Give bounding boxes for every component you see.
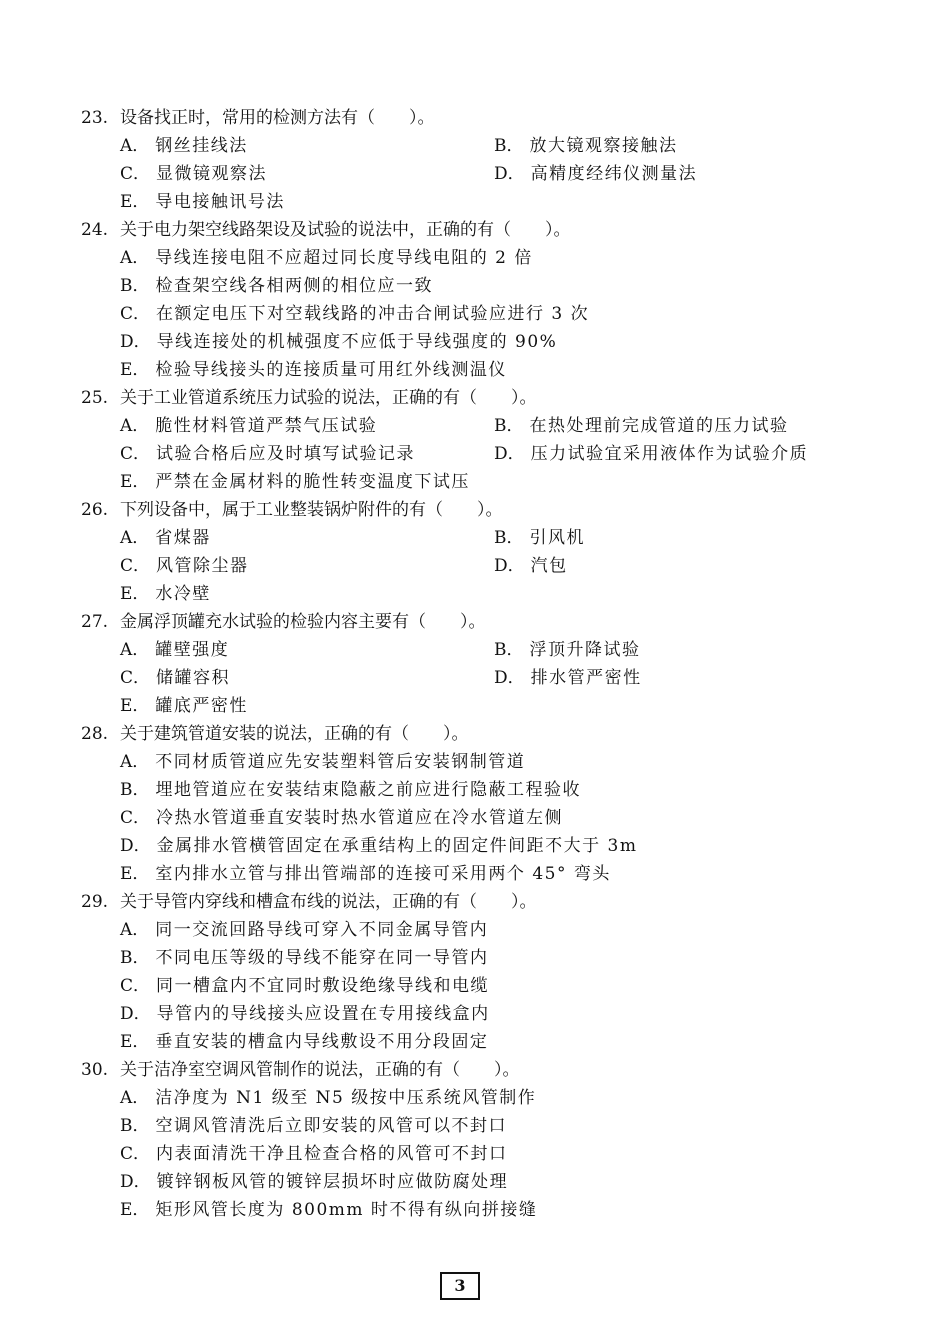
option-label: A． [120, 248, 150, 268]
option [120, 1112, 507, 1140]
option [494, 160, 697, 188]
question-text: 设备找正时，常用的检测方法有（ ）。 [120, 108, 435, 128]
option-label: D． [494, 164, 525, 184]
option-label: B． [120, 276, 150, 296]
option-text: 空调风管清洗后立即安装的风管可以不封口 [155, 1116, 507, 1136]
option-label: C． [120, 304, 151, 324]
option [120, 1196, 537, 1224]
option [494, 440, 808, 468]
option-text: 不同电压等级的导线不能穿在同一导管内 [155, 948, 489, 968]
option-row [0, 748, 950, 776]
option-row [0, 440, 950, 468]
option-text: 汽包 [530, 556, 568, 576]
option-label: D． [120, 332, 151, 352]
option-label: B． [494, 640, 524, 660]
option [120, 244, 533, 272]
option [120, 1140, 508, 1168]
option-label: C． [120, 668, 151, 688]
option-row [0, 664, 950, 692]
option-row [0, 132, 950, 160]
option-text: 省煤器 [155, 528, 211, 548]
option [120, 860, 611, 888]
option [120, 160, 267, 188]
question-number: 29. [81, 892, 109, 912]
option-label: E． [120, 1200, 150, 1220]
question-text: 关于导管内穿线和槽盒布线的说法，正确的有（ ）。 [120, 892, 537, 912]
option-text: 金属排水管横管固定在承重结构上的固定件间距不大于 3m [156, 836, 638, 856]
option-row [0, 328, 950, 356]
option-text: 高精度经纬仪测量法 [530, 164, 698, 184]
option [120, 944, 489, 972]
option [120, 412, 377, 440]
option-label: D． [494, 556, 525, 576]
option-row [0, 356, 950, 384]
option-text: 检验导线接头的连接质量可用红外线测温仪 [155, 360, 507, 380]
question-text: 关于电力架空线路架设及试验的说法中，正确的有（ ）。 [120, 220, 571, 240]
option [120, 272, 433, 300]
option-row [0, 300, 950, 328]
option-row [0, 468, 950, 496]
option-label: C． [120, 808, 151, 828]
question-text: 下列设备中，属于工业整装锅炉附件的有（ ）。 [120, 500, 503, 520]
option [120, 188, 285, 216]
option-row [0, 272, 950, 300]
option-label: E． [120, 864, 150, 884]
option-text: 放大镜观察接触法 [529, 136, 678, 156]
option [494, 552, 568, 580]
option-row [0, 1084, 950, 1112]
option-label: A． [120, 136, 150, 156]
question-number: 27. [81, 612, 109, 632]
option-label: A． [120, 640, 150, 660]
option [120, 692, 248, 720]
option-label: A． [120, 528, 150, 548]
option-label: B． [120, 948, 150, 968]
option [120, 300, 589, 328]
option-label: B． [494, 528, 524, 548]
option [120, 776, 581, 804]
option-row [0, 188, 950, 216]
option [120, 664, 230, 692]
page-number: 3 [440, 1272, 480, 1300]
option-text: 引风机 [529, 528, 585, 548]
option-text: 导线连接处的机械强度不应低于导线强度的 90% [156, 332, 558, 352]
option-text: 储罐容积 [156, 668, 231, 688]
option [494, 412, 789, 440]
option-row [0, 1196, 950, 1224]
option-row [0, 1112, 950, 1140]
question-stem [0, 104, 950, 132]
option-label: B． [494, 136, 524, 156]
question-number: 30. [81, 1060, 109, 1080]
option-row [0, 1000, 950, 1028]
option-row [0, 692, 950, 720]
option-label: E． [120, 584, 150, 604]
option-row [0, 860, 950, 888]
option-label: C． [120, 1144, 151, 1164]
option-label: A． [120, 920, 150, 940]
option-label: E． [120, 360, 150, 380]
option [120, 748, 525, 776]
option-row [0, 552, 950, 580]
option [120, 1028, 488, 1056]
question-stem [0, 1056, 950, 1084]
question-stem [0, 496, 950, 524]
option-text: 埋地管道应在安装结束隐蔽之前应进行隐蔽工程验收 [155, 780, 581, 800]
option-text: 洁净度为 N1 级至 N5 级按中压系统风管制作 [155, 1088, 537, 1108]
question-number: 24. [81, 220, 109, 240]
option [120, 1084, 536, 1112]
option-row [0, 1168, 950, 1196]
option-label: D． [120, 1004, 151, 1024]
question-text: 金属浮顶罐充水试验的检验内容主要有（ ）。 [120, 612, 486, 632]
option-text: 钢丝挂线法 [155, 136, 248, 156]
question-stem [0, 888, 950, 916]
option-label: D． [120, 836, 151, 856]
option-text: 在额定电压下对空载线路的冲击合闸试验应进行 3 次 [156, 304, 590, 324]
option-label: A． [120, 752, 150, 772]
option-label: C． [120, 976, 151, 996]
option [120, 468, 470, 496]
option-text: 同一交流回路导线可穿入不同金属导管内 [155, 920, 489, 940]
option-label: E． [120, 472, 150, 492]
option [120, 524, 211, 552]
option-row [0, 1140, 950, 1168]
option-text: 浮顶升降试验 [529, 640, 641, 660]
option-text: 试验合格后应及时填写试验记录 [156, 444, 416, 464]
option [120, 580, 211, 608]
option-row [0, 244, 950, 272]
option [494, 636, 641, 664]
option [120, 132, 248, 160]
option-row [0, 636, 950, 664]
option [120, 552, 249, 580]
option-label: C． [120, 164, 151, 184]
option-row [0, 832, 950, 860]
question-text: 关于工业管道系统压力试验的说法，正确的有（ ）。 [120, 388, 537, 408]
option-row [0, 1028, 950, 1056]
question-number: 26. [81, 500, 109, 520]
option [120, 1000, 490, 1028]
option-text: 风管除尘器 [156, 556, 249, 576]
option [120, 972, 489, 1000]
option-text: 室内排水立管与排出管端部的连接可采用两个 45° 弯头 [155, 864, 611, 884]
option-text: 同一槽盒内不宜同时敷设绝缘导线和电缆 [156, 976, 490, 996]
option-text: 显微镜观察法 [156, 164, 268, 184]
option-row [0, 524, 950, 552]
question-number: 23. [81, 108, 109, 128]
question-stem [0, 608, 950, 636]
option-text: 水冷壁 [155, 584, 211, 604]
option-row [0, 412, 950, 440]
option-label: A． [120, 1088, 150, 1108]
option-label: C． [120, 556, 151, 576]
option-row [0, 804, 950, 832]
question-number: 28. [81, 724, 109, 744]
option-label: D． [494, 668, 525, 688]
option-label: E． [120, 192, 150, 212]
option-text: 导管内的导线接头应设置在专用接线盒内 [156, 1004, 490, 1024]
option-text: 冷热水管道垂直安装时热水管道应在冷水管道左侧 [156, 808, 564, 828]
option [120, 636, 229, 664]
option-label: B． [120, 780, 150, 800]
option-label: E． [120, 1032, 150, 1052]
question-list [0, 104, 950, 1224]
option-row [0, 776, 950, 804]
question-stem [0, 720, 950, 748]
option [120, 916, 488, 944]
option-text: 镀锌钢板风管的镀锌层损坏时应做防腐处理 [156, 1172, 509, 1192]
option-label: A． [120, 416, 150, 436]
option-text: 不同材质管道应先安装塑料管后安装钢制管道 [155, 752, 526, 772]
option-label: D． [494, 444, 525, 464]
question-stem [0, 384, 950, 412]
option-text: 内表面清洗干净且检查合格的风管可不封口 [156, 1144, 508, 1164]
question-text: 关于建筑管道安装的说法，正确的有（ ）。 [120, 724, 469, 744]
option-text: 导电接触讯号法 [155, 192, 285, 212]
option [120, 356, 507, 384]
option-text: 脆性材料管道严禁气压试验 [155, 416, 378, 436]
option-label: D． [120, 1172, 151, 1192]
option [120, 804, 563, 832]
option-label: B． [494, 416, 524, 436]
option-text: 罐底严密性 [155, 696, 248, 716]
option [120, 832, 637, 860]
option-text: 在热处理前完成管道的压力试验 [529, 416, 789, 436]
option [494, 664, 642, 692]
option [120, 440, 415, 468]
question-stem [0, 216, 950, 244]
question-number: 25. [81, 388, 109, 408]
option-text: 垂直安装的槽盒内导线敷设不用分段固定 [155, 1032, 489, 1052]
option-row [0, 972, 950, 1000]
option [494, 524, 585, 552]
option-label: E． [120, 696, 150, 716]
option-text: 排水管严密性 [530, 668, 642, 688]
option-row [0, 916, 950, 944]
option-row [0, 944, 950, 972]
option-text: 导线连接电阻不应超过同长度导线电阻的 2 倍 [155, 248, 533, 268]
option-label: C． [120, 444, 151, 464]
option-text: 罐壁强度 [155, 640, 230, 660]
option-text: 检查架空线各相两侧的相位应一致 [155, 276, 433, 296]
option-text: 压力试验宜采用液体作为试验介质 [530, 444, 809, 464]
option-text: 严禁在金属材料的脆性转变温度下试压 [155, 472, 470, 492]
option [494, 132, 678, 160]
option [120, 328, 557, 356]
option-row [0, 160, 950, 188]
option-text: 矩形风管长度为 800mm 时不得有纵向拼接缝 [155, 1200, 538, 1220]
option-row [0, 580, 950, 608]
question-text: 关于洁净室空调风管制作的说法，正确的有（ ）。 [120, 1060, 520, 1080]
option-label: B． [120, 1116, 150, 1136]
option [120, 1168, 508, 1196]
